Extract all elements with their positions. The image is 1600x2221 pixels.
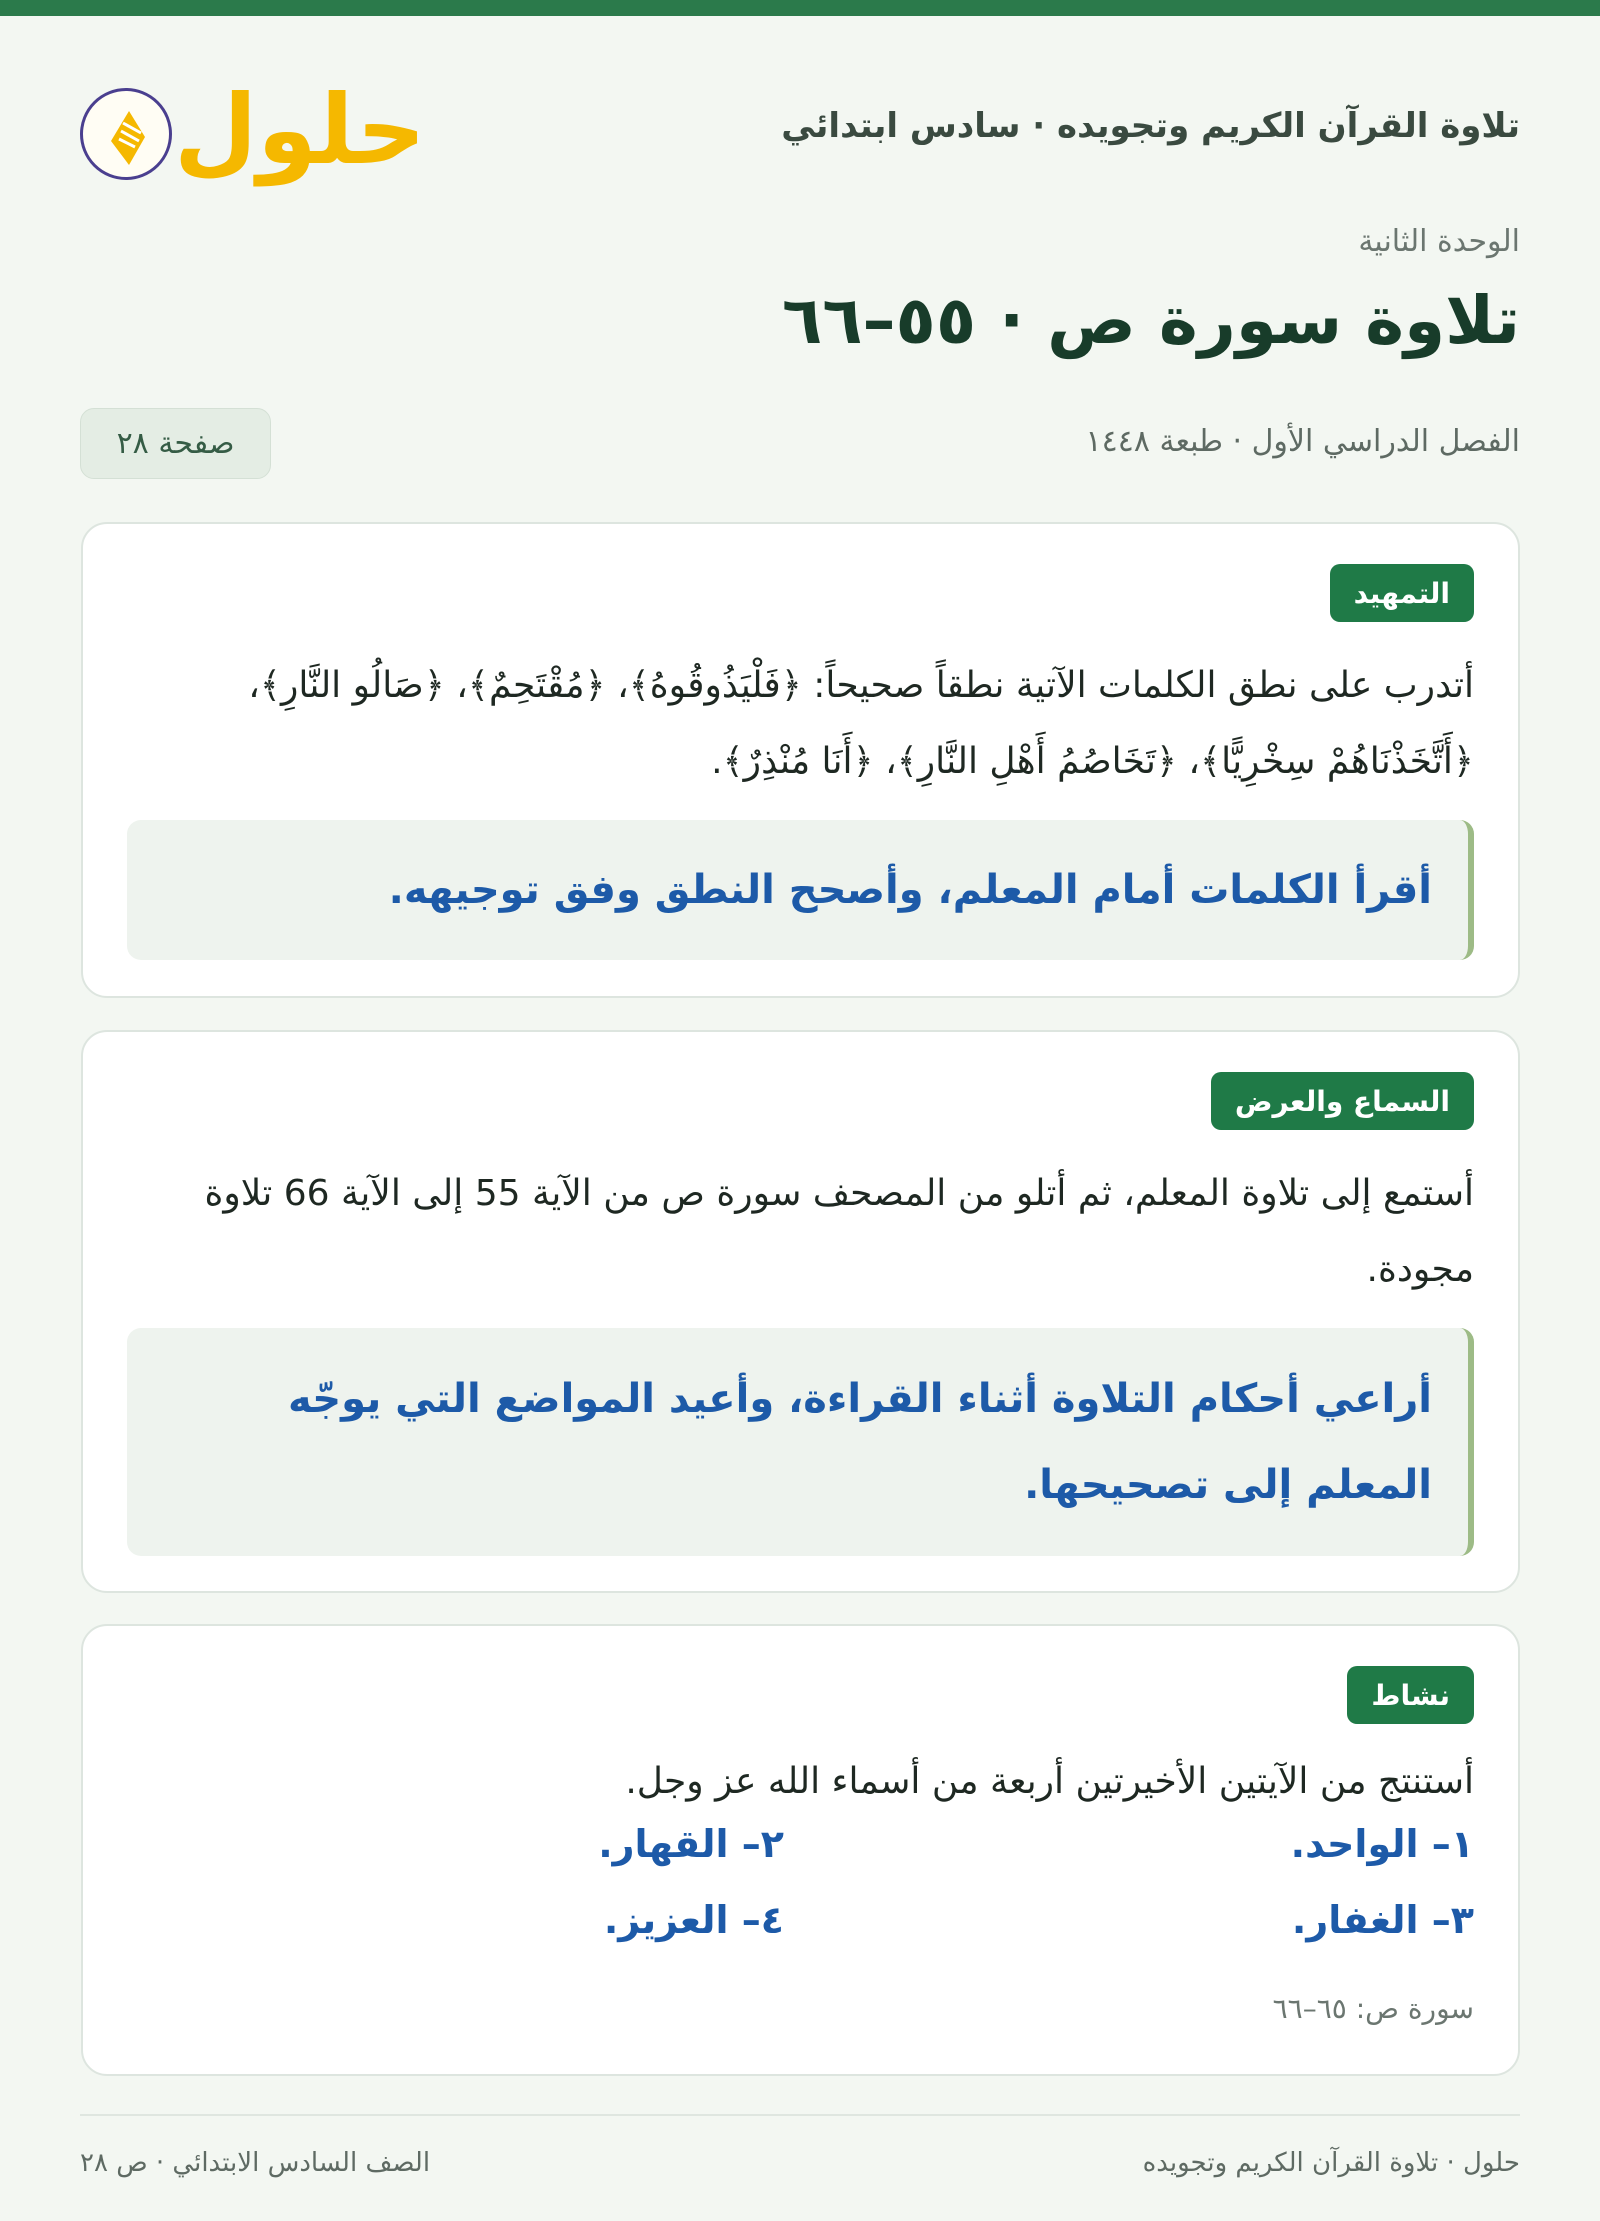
section-text: أتدرب على نطق الكلمات الآتية نطقاً صحيحاً: ﴿فَلْيَذُوقُوهُ﴾، ﴿مُقْتَحِمٌ﴾، ﴿صَالُو النَّارِ﴾، ﴿أَتَّخَذْنَاهُمْ سِخْرِيًّا﴾، ﴿تَخَاصُمُ أَهْلِ النَّارِ﴾، ﴿أَنَا مُنْذِرٌ﴾. bbox=[248, 665, 1474, 782]
footer-divider bbox=[80, 2114, 1520, 2116]
section-text: أستمع إلى تلاوة المعلم، ثم أتلو من المصحف سورة ص من الآية 55 إلى الآية 66 تلاوة مجودة. bbox=[204, 1173, 1474, 1290]
book-icon bbox=[80, 88, 172, 180]
footer-page-info: الصف السادس الابتدائي · ص ٢٨ bbox=[80, 2148, 431, 2178]
verse-reference: سورة ص: ٦٥–٦٦ bbox=[1272, 1992, 1474, 2025]
section-activity bbox=[81, 1624, 1520, 2076]
top-accent-bar bbox=[0, 0, 1600, 16]
section-intro bbox=[81, 522, 1520, 998]
answer-list bbox=[127, 1822, 1474, 1982]
teacher-note: أقرأ الكلمات أمام المعلم، وأصحح النطق وفق توجيهه. bbox=[127, 820, 1474, 960]
logo-wordmark: حلول bbox=[174, 74, 426, 186]
answer-item: ١– الواحد. bbox=[1290, 1822, 1474, 1866]
answer-item: ٤– العزيز. bbox=[603, 1898, 784, 1942]
section-badge: السماع والعرض bbox=[1211, 1072, 1474, 1130]
section-listening bbox=[81, 1030, 1520, 1593]
unit-label: الوحدة الثانية bbox=[1358, 224, 1520, 259]
lesson-title: تلاوة سورة ص · ٥٥–٦٦ bbox=[781, 282, 1520, 359]
site-logo[interactable] bbox=[80, 62, 426, 198]
answer-item: ٣– الغفار. bbox=[1291, 1898, 1474, 1942]
edition-info: الفصل الدراسي الأول · طبعة ١٤٤٨ bbox=[1085, 424, 1520, 459]
page-header bbox=[80, 62, 1520, 198]
page-number-badge: صفحة ٢٨ bbox=[80, 408, 271, 479]
footer-source: حلول · تلاوة القرآن الكريم وتجويده bbox=[1142, 2148, 1520, 2178]
teacher-note: أراعي أحكام التلاوة أثناء القراءة، وأعيد المواضع التي يوجّه المعلم إلى تصحيحها. bbox=[127, 1328, 1474, 1556]
section-badge: نشاط bbox=[1347, 1666, 1474, 1724]
section-badge: التمهيد bbox=[1330, 564, 1474, 622]
section-text: أستنتج من الآيتين الأخيرتين أربعة من أسماء الله عز وجل. bbox=[625, 1761, 1474, 1802]
series-title: تلاوة القرآن الكريم وتجويده · سادس ابتدائي bbox=[781, 106, 1520, 146]
answer-item: ٢– القهار. bbox=[598, 1822, 784, 1866]
